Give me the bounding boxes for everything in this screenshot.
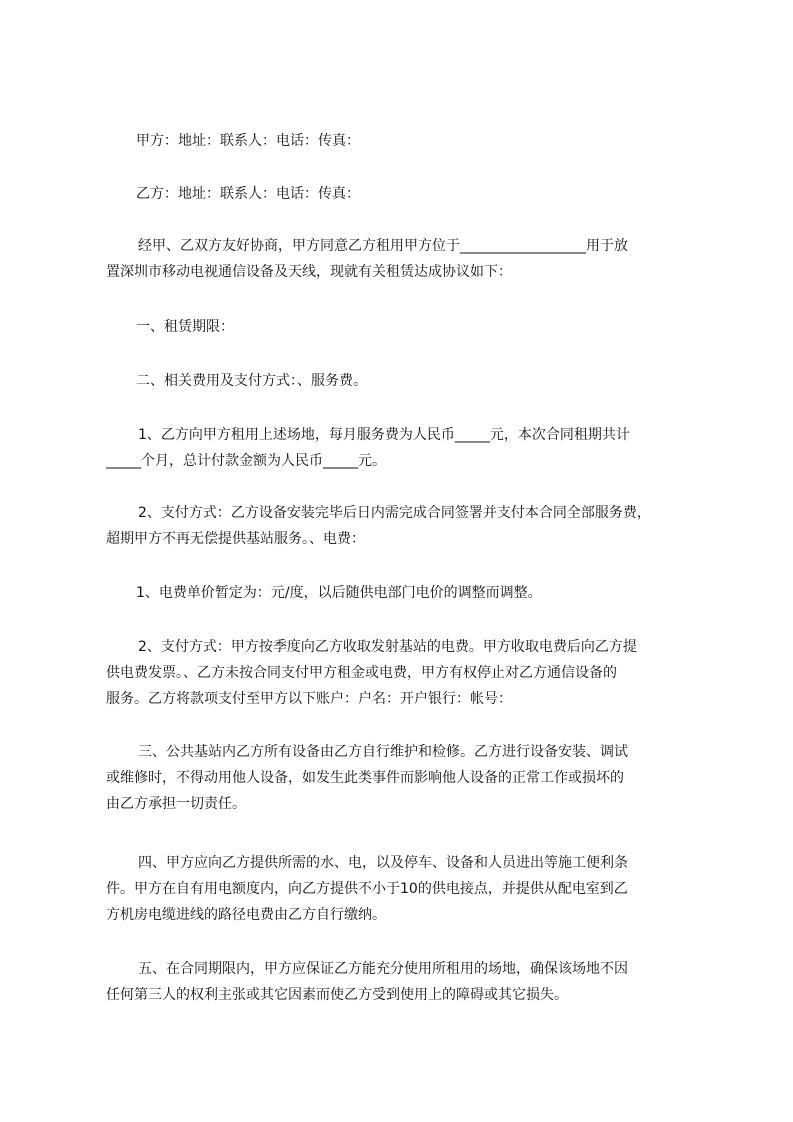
intro-paragraph: [106, 233, 706, 285]
party-a-line: [136, 128, 736, 154]
fee-item-1: [106, 422, 706, 474]
fee-item-2: [106, 500, 726, 552]
power-item-2-line-1: 2、支付方式：甲方按季度向乙方收取发射基站的电费。甲方收取电费后向乙方提: [138, 639, 637, 655]
section-5-line-2: 任何第三人的权利主张或其它因素而使乙方受到使用上的障碍或其它损失。: [106, 987, 568, 1003]
section-4-line-2: 件。甲方在自有用电额度内，向乙方提供不小于10的供电接点，并提供从配电室到乙: [106, 881, 628, 897]
section-5-line-1: 五、在合同期限内，甲方应保证乙方能充分使用所租用的场地，确保该场地不因: [138, 961, 628, 977]
section-4-line-3: 方机房电缆进线的路径电费由乙方自行缴纳。: [106, 907, 386, 923]
section-1-heading: [136, 314, 736, 340]
power-item-2: [106, 634, 706, 712]
intro-line-1: 经甲、乙双方友好协商，甲方同意乙方租用甲方位于__________________用于放: [138, 238, 628, 254]
fee-item-1-line-2: _____个月，总计付款金额为人民币_____元。: [106, 453, 386, 469]
section-3-paragraph: [106, 739, 706, 817]
section-3-line-3: 由乙方承担一切责任。: [106, 796, 246, 812]
section-4-line-1: 四、甲方应向乙方提供所需的水、电，以及停车、设备和人员进出等施工便利条: [138, 855, 628, 871]
fee-item-2-line-1: 2、支付方式：乙方设备安装完毕后日内需完成合同签署并支付本合同全部服务费，: [138, 505, 651, 521]
section-2-heading: [136, 368, 736, 394]
party-b-text: 乙方：地址：联系人：电话：传真：: [136, 186, 360, 202]
power-item-1: [136, 580, 736, 606]
party-b-line: [136, 181, 736, 207]
fee-item-2-line-2: 超期甲方不再无偿提供基站服务。、电费：: [106, 531, 365, 547]
power-item-2-line-3: 服务。乙方将款项支付至甲方以下账户：户名：开户银行：帐号：: [106, 691, 512, 707]
section-1-text: 一、租赁期限：: [136, 319, 234, 335]
section-2-text: 二、相关费用及支付方式：、服务费。: [136, 373, 367, 389]
section-3-line-1: 三、公共基站内乙方所有设备由乙方自行维护和检修。乙方进行设备安装、调试: [138, 744, 628, 760]
fee-item-1-line-1: 1、乙方向甲方租用上述场地，每月服务费为人民币_____元，本次合同租期共计: [138, 427, 630, 443]
section-4-paragraph: [106, 850, 706, 928]
power-item-2-line-2: 供电费发票。、乙方未按合同支付甲方租金或电费，甲方有权停止对乙方通信设备的: [106, 665, 617, 681]
power-item-1-text: 1、电费单价暂定为：元/度，以后随供电部门电价的调整而调整。: [136, 585, 542, 601]
intro-line-2: 置深圳市移动电视通信设备及天线，现就有关租赁达成协议如下：: [106, 264, 512, 280]
section-5-paragraph: [106, 956, 706, 1008]
section-3-line-2: 或维修时，不得动用他人设备，如发生此类事件而影响他人设备的正常工作或损坏的: [106, 770, 624, 786]
party-a-text: 甲方：地址：联系人：电话：传真：: [136, 133, 360, 149]
